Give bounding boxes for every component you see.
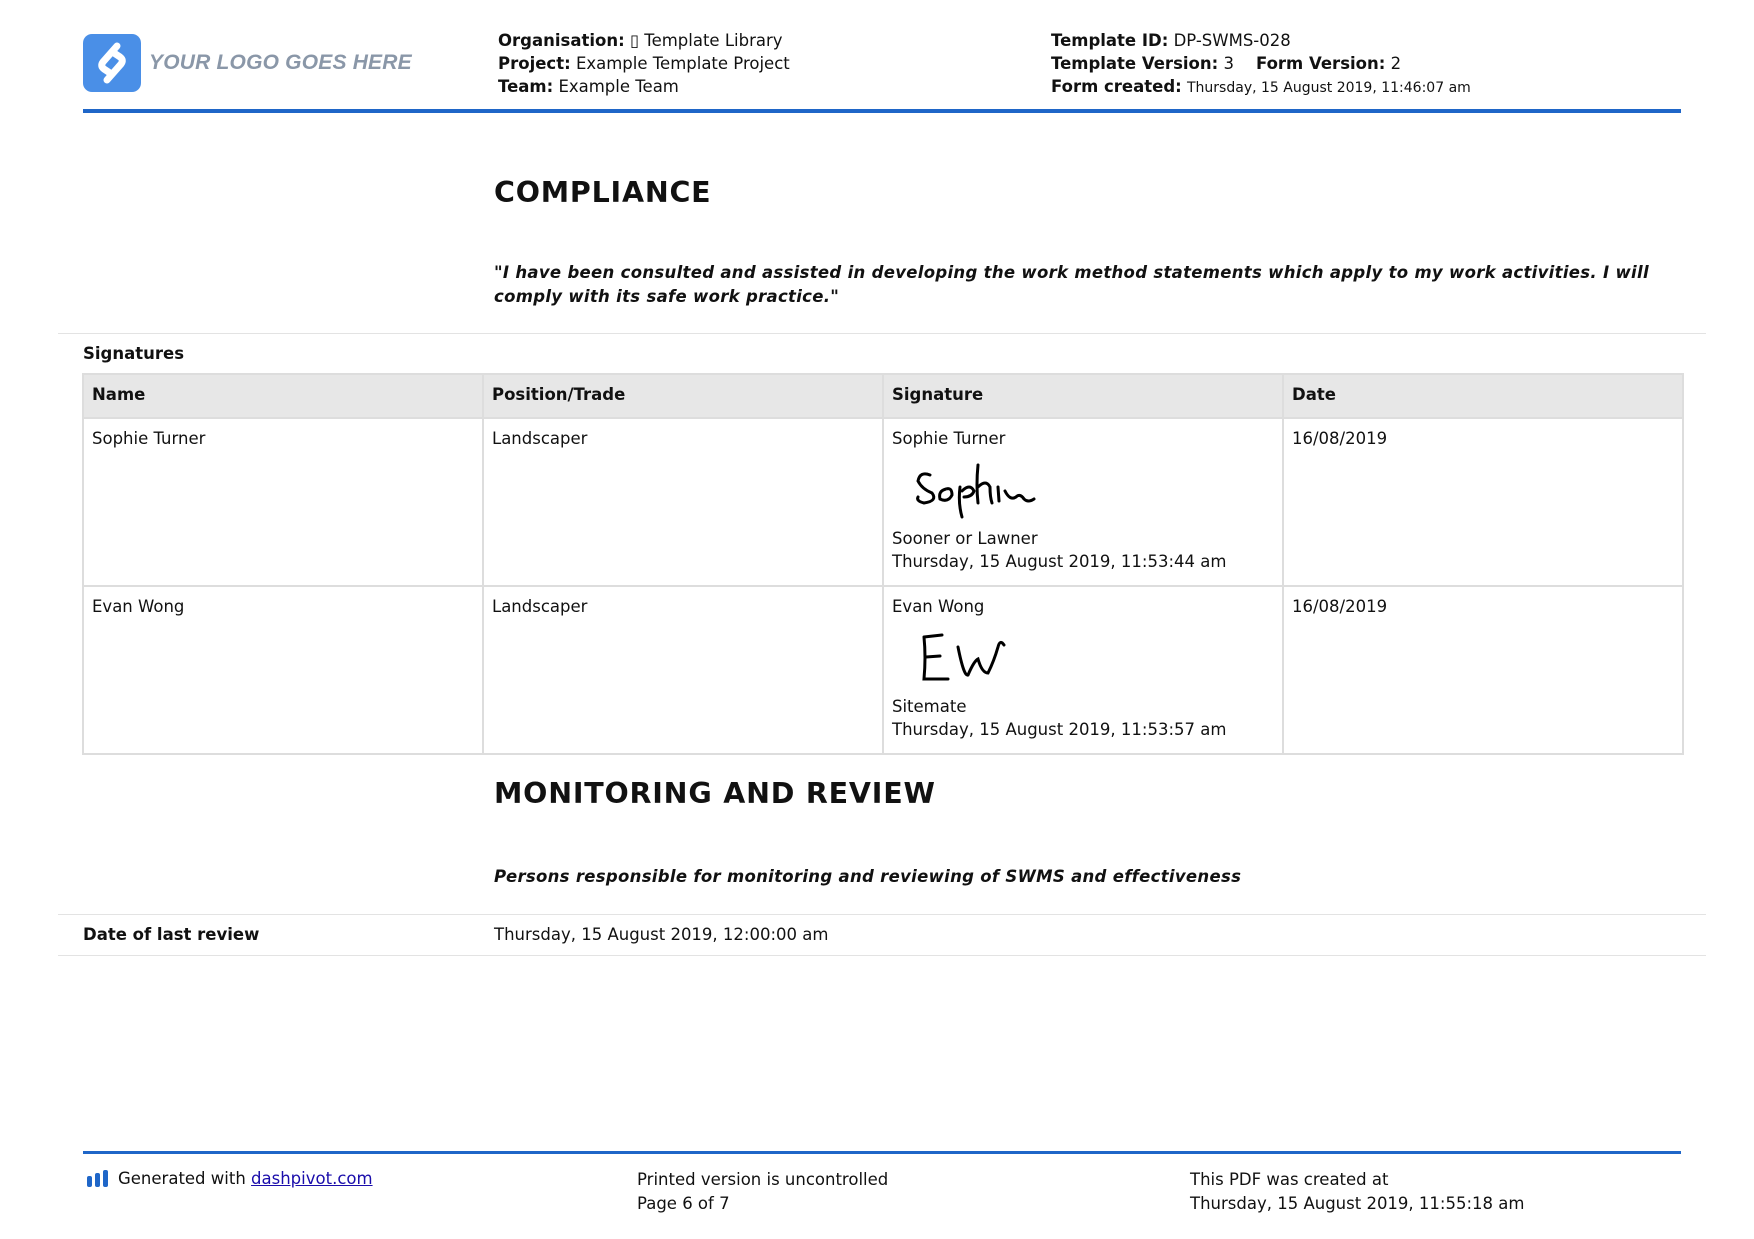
footer-print-info — [637, 1168, 888, 1215]
template-version-value: 3 — [1223, 54, 1234, 73]
template-version-label: Template Version: — [1051, 54, 1219, 73]
cell-signature — [883, 586, 1283, 754]
table-row — [83, 586, 1683, 754]
page-number: Page 6 of 7 — [637, 1193, 730, 1213]
cell-signature — [883, 418, 1283, 586]
dashpivot-link[interactable]: dashpivot.com — [251, 1168, 373, 1188]
template-id-value: DP-SWMS-028 — [1173, 31, 1291, 50]
template-id-label: Template ID: — [1051, 31, 1169, 50]
form-created-label: Form created: — [1051, 77, 1182, 96]
organisation-icon: ▯ — [629, 31, 640, 50]
column-header-name: Name — [83, 374, 483, 418]
cell-position: Landscaper — [483, 418, 883, 586]
column-header-position: Position/Trade — [483, 374, 883, 418]
signer-company: Sooner or Lawner — [892, 528, 1038, 548]
compliance-title: COMPLIANCE — [494, 176, 712, 209]
signatures-label: Signatures — [83, 344, 185, 363]
last-review-label: Date of last review — [83, 925, 260, 944]
logo — [83, 34, 412, 92]
header-divider — [83, 109, 1681, 113]
generated-prefix: Generated with — [118, 1168, 246, 1188]
dashpivot-icon — [86, 1168, 110, 1188]
divider — [58, 955, 1706, 956]
footer-divider — [83, 1151, 1681, 1154]
compliance-quote: "I have been consulted and assisted in developing the work method statements which apply to my work activities. I will comply with its safe work practice." — [494, 263, 1649, 306]
logo-text: YOUR LOGO GOES HERE — [149, 51, 412, 74]
cell-name: Evan Wong — [83, 586, 483, 754]
footer-pdf-info — [1190, 1168, 1524, 1215]
pdf-created-label: This PDF was created at — [1190, 1170, 1389, 1189]
form-version-label: Form Version: — [1255, 54, 1386, 73]
table-row — [83, 418, 1683, 586]
header-project-info — [498, 29, 790, 98]
cell-date: 16/08/2019 — [1283, 586, 1683, 754]
divider — [58, 914, 1706, 915]
uncontrolled-notice: Printed version is uncontrolled — [637, 1170, 889, 1189]
last-review-value: Thursday, 15 August 2019, 12:00:00 am — [494, 925, 829, 944]
cell-position: Landscaper — [483, 586, 883, 754]
column-header-date: Date — [1283, 374, 1683, 418]
divider — [58, 333, 1706, 334]
team-label: Team: — [498, 77, 554, 96]
project-label: Project: — [498, 54, 571, 73]
signatures-table — [82, 373, 1684, 755]
form-version-value: 2 — [1390, 54, 1402, 73]
signature-image — [912, 625, 1052, 691]
pdf-created-value: Thursday, 15 August 2019, 11:55:18 am — [1190, 1193, 1525, 1213]
signer-name: Evan Wong — [892, 597, 985, 616]
signature-image — [912, 457, 1052, 523]
column-header-signature: Signature — [883, 374, 1283, 418]
organisation-label: Organisation: — [498, 31, 625, 50]
signer-company: Sitemate — [892, 696, 967, 716]
footer-generated — [86, 1168, 373, 1188]
table-header-row — [83, 374, 1683, 418]
cell-name: Sophie Turner — [83, 418, 483, 586]
logo-mark-icon — [83, 34, 141, 92]
monitoring-title: MONITORING AND REVIEW — [494, 777, 936, 810]
header-template-info — [1051, 29, 1471, 100]
monitoring-subtitle: Persons responsible for monitoring and reviewing of SWMS and effectiveness — [494, 867, 1242, 886]
organisation-value: Template Library — [644, 31, 783, 50]
form-created-value: Thursday, 15 August 2019, 11:46:07 am — [1187, 80, 1471, 96]
signed-at: Thursday, 15 August 2019, 11:53:44 am — [892, 552, 1227, 571]
signed-at: Thursday, 15 August 2019, 11:53:57 am — [892, 720, 1227, 739]
cell-date: 16/08/2019 — [1283, 418, 1683, 586]
team-value: Example Team — [558, 77, 679, 96]
project-value: Example Template Project — [575, 54, 790, 73]
signer-name: Sophie Turner — [892, 429, 1006, 448]
